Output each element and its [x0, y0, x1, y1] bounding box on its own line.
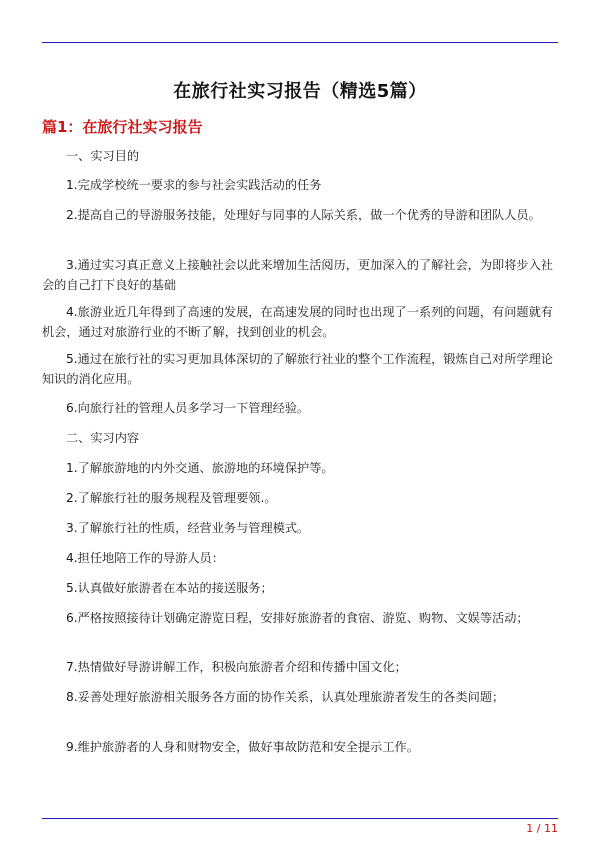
paragraph-15: 7.热情做好导游讲解工作，积极向旅游者介绍和传播中国文化； — [66, 660, 407, 674]
paragraph-17: 9.维护旅游者的人身和财物安全，做好事故防范和安全提示工作。 — [66, 740, 419, 754]
paragraph-8: 二、实习内容 — [66, 431, 140, 445]
section-heading: 篇1：在旅行社实习报告 — [42, 118, 203, 136]
paragraph-10: 2.了解旅行社的服务规程及管理要领.。 — [66, 491, 277, 505]
paragraph-6: 5.通过在旅行社的实习更加具体深切的了解旅行社业的整个工作流程，锻炼自己对所学理论知识的消化应用。 — [42, 352, 553, 386]
footer-rule — [42, 818, 558, 819]
paragraph-11: 3.了解旅行社的性质，经营业务与管理模式。 — [66, 521, 310, 535]
paragraph-7: 6.向旅行社的管理人员多学习一下管理经验。 — [66, 401, 310, 415]
paragraph-9: 1.了解旅游地的内外交通、旅游地的环境保护等。 — [66, 461, 334, 475]
paragraph-16: 8.妥善处理好旅游相关服务各方面的协作关系，认真处理旅游者发生的各类问题； — [66, 690, 505, 704]
paragraph-4: 3.通过实习真正意义上接触社会以此来增加生活阅历，更加深入的了解社会，为即将步入社会的自己打下良好的基础 — [42, 258, 553, 292]
header-rule — [42, 42, 558, 43]
document-title: 在旅行社实习报告（精选5篇） — [173, 81, 427, 102]
paragraph-2: 1.完成学校统一要求的参与社会实践活动的任务 — [66, 178, 322, 192]
page-indicator: 1 / 11 — [526, 822, 558, 835]
paragraph-12: 4.担任地陪工作的导游人员： — [66, 551, 224, 565]
paragraph-1: 一、实习目的 — [66, 149, 140, 163]
paragraph-14: 6.严格按照接待计划确定游览日程，安排好旅游者的食宿、游览、购物、文娱等活动； — [66, 611, 529, 625]
paragraph-5: 4.旅游业近几年得到了高速的发展，在高速发展的同时也出现了一系列的问题，有问题就有机会，通过对旅游行业的不断了解，找到创业的机会。 — [42, 305, 553, 339]
paragraph-3: 2.提高自己的导游服务技能，处理好与同事的人际关系，做一个优秀的导游和团队人员。 — [66, 208, 541, 222]
paragraph-13: 5.认真做好旅游者在本站的接送服务； — [66, 581, 273, 595]
